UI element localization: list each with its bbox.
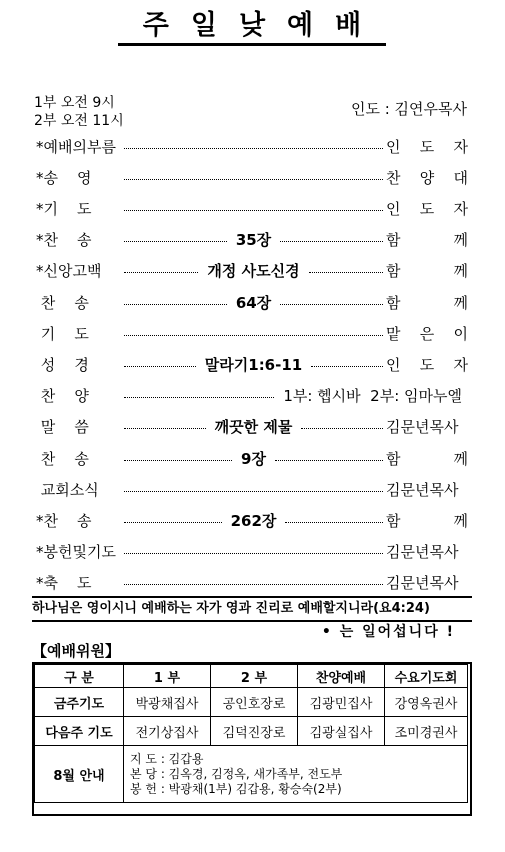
order-item-person: 김문년목사 bbox=[386, 543, 459, 562]
dot-leader bbox=[124, 460, 232, 461]
col-header-wednesday: 수요기도회 bbox=[385, 665, 468, 688]
dot-leader bbox=[311, 366, 383, 367]
order-item-person: 인 도 자 bbox=[386, 355, 469, 374]
table-cell: 공인호장로 bbox=[211, 688, 298, 717]
dot-leader bbox=[124, 272, 198, 273]
table-cell: 강영옥권사 bbox=[385, 688, 468, 717]
order-item-label: 기 도 bbox=[36, 324, 89, 343]
dot-leader bbox=[124, 210, 383, 211]
dot-leader bbox=[124, 491, 383, 492]
order-item-label: *기 도 bbox=[36, 199, 92, 218]
order-item bbox=[36, 196, 468, 220]
table-cell: 전기상집사 bbox=[124, 717, 211, 746]
table-cell: 김광실집사 bbox=[298, 717, 385, 746]
dot-leader bbox=[124, 304, 227, 305]
col-header-second: 2 부 bbox=[211, 665, 298, 688]
notice-line-sanctuary: 본 당 : 김옥경, 김정옥, 새가족부, 전도부 bbox=[130, 766, 343, 781]
notice-label: 8월 안내 bbox=[35, 746, 124, 803]
notice-content bbox=[124, 746, 468, 803]
order-item-detail: 말라기1:6-11 bbox=[204, 355, 303, 374]
order-item bbox=[36, 415, 468, 439]
page-title: 주일낮예배 bbox=[118, 8, 386, 46]
order-item-label: *송 영 bbox=[36, 168, 92, 187]
order-item bbox=[36, 477, 468, 501]
table-cell: 박광채집사 bbox=[124, 688, 211, 717]
order-item-person: 함 께 bbox=[386, 231, 468, 250]
order-item-label: 찬 양 bbox=[36, 387, 89, 406]
service-time-2: 2부 오전 11시 bbox=[34, 113, 124, 129]
order-item-detail: 깨끗한 제물 bbox=[214, 418, 293, 437]
row-label: 다음주 기도 bbox=[35, 717, 124, 746]
order-item-detail: 35장 bbox=[235, 231, 272, 250]
order-item-detail: 1부: 헵시바 2부: 임마누엘 bbox=[283, 387, 462, 406]
dot-leader bbox=[124, 397, 274, 398]
order-item bbox=[36, 228, 468, 252]
order-item-detail: 262장 bbox=[230, 511, 277, 530]
order-item-label: 찬 송 bbox=[36, 293, 89, 312]
dot-leader bbox=[309, 272, 383, 273]
dot-leader bbox=[124, 522, 222, 523]
order-item-person: 함 께 bbox=[386, 262, 469, 281]
notice-line-offering: 봉 헌 : 박광채(1부) 김갑용, 황승숙(2부) bbox=[130, 781, 342, 796]
order-item-person: 맡 은 이 bbox=[386, 324, 468, 343]
order-item bbox=[36, 290, 468, 314]
committee-table bbox=[34, 664, 468, 803]
dot-leader bbox=[124, 584, 383, 585]
notice-line-guide: 지 도 : 김갑용 bbox=[130, 751, 204, 766]
order-item-person: 인 도 자 bbox=[386, 137, 468, 156]
order-item-person: 찬 양 대 bbox=[386, 168, 468, 187]
order-item bbox=[36, 571, 468, 595]
table-header-row bbox=[35, 665, 468, 688]
order-item-person: 함 께 bbox=[386, 511, 468, 530]
dot-leader bbox=[285, 522, 383, 523]
order-item-label: *찬 송 bbox=[36, 231, 92, 250]
col-header-category: 구 분 bbox=[35, 665, 124, 688]
col-header-praise: 찬양예배 bbox=[298, 665, 385, 688]
order-item-person: 김문년목사 bbox=[386, 418, 459, 437]
committee-section-title: 【예배위원】 bbox=[32, 642, 120, 660]
scripture-verse: 하나님은 영이시니 예배하는 자가 영과 진리로 예배할지니라(요4:24) bbox=[32, 596, 472, 622]
order-item-person: 함 께 bbox=[386, 449, 468, 468]
dot-leader bbox=[275, 460, 383, 461]
order-item-detail: 개정 사도신경 bbox=[207, 262, 300, 281]
dot-leader bbox=[124, 335, 383, 336]
standing-note: • 는 일어섭니다 ! bbox=[321, 624, 455, 640]
order-item-label: *봉헌및기도 bbox=[36, 543, 116, 562]
dot-leader bbox=[124, 366, 196, 367]
table-row bbox=[35, 688, 468, 717]
order-item-detail: 64장 bbox=[235, 293, 272, 312]
dot-leader bbox=[301, 428, 383, 429]
order-item bbox=[36, 508, 468, 532]
order-item bbox=[36, 384, 468, 408]
order-item-label: 말 씀 bbox=[36, 418, 89, 437]
order-item bbox=[36, 259, 468, 283]
order-item-label: 찬 송 bbox=[36, 449, 89, 468]
order-item-label: *예배의부름 bbox=[36, 137, 116, 156]
dot-leader bbox=[124, 241, 227, 242]
order-item-label: *찬 송 bbox=[36, 511, 92, 530]
col-header-first: 1 부 bbox=[124, 665, 211, 688]
order-item-person: 김문년목사 bbox=[386, 574, 459, 593]
dot-leader bbox=[124, 148, 383, 149]
row-label: 금주기도 bbox=[35, 688, 124, 717]
order-item-label: *축 도 bbox=[36, 574, 92, 593]
service-time-1: 1부 오전 9시 bbox=[34, 95, 115, 111]
order-item-person: 김문년목사 bbox=[386, 480, 459, 499]
order-item-label: *신앙고백 bbox=[36, 262, 102, 281]
order-item bbox=[36, 446, 468, 470]
table-row bbox=[35, 717, 468, 746]
notice-row bbox=[35, 746, 468, 803]
order-item-detail: 9장 bbox=[241, 449, 266, 468]
order-item-person: 함 께 bbox=[386, 293, 468, 312]
order-item bbox=[36, 134, 468, 158]
order-item-label: 교회소식 bbox=[36, 480, 99, 499]
order-item bbox=[36, 352, 468, 376]
order-item bbox=[36, 540, 468, 564]
dot-leader bbox=[124, 179, 383, 180]
order-item-person: 인 도 자 bbox=[386, 199, 468, 218]
dot-leader bbox=[124, 553, 383, 554]
table-cell: 김덕진장로 bbox=[211, 717, 298, 746]
order-item bbox=[36, 321, 468, 345]
table-cell: 김광민집사 bbox=[298, 688, 385, 717]
dot-leader bbox=[280, 241, 383, 242]
dot-leader bbox=[124, 428, 206, 429]
order-item bbox=[36, 165, 468, 189]
order-item-label: 성 경 bbox=[36, 355, 89, 374]
worship-leader: 인도 : 김연우목사 bbox=[350, 100, 467, 118]
table-cell: 조미경권사 bbox=[385, 717, 468, 746]
dot-leader bbox=[280, 304, 383, 305]
